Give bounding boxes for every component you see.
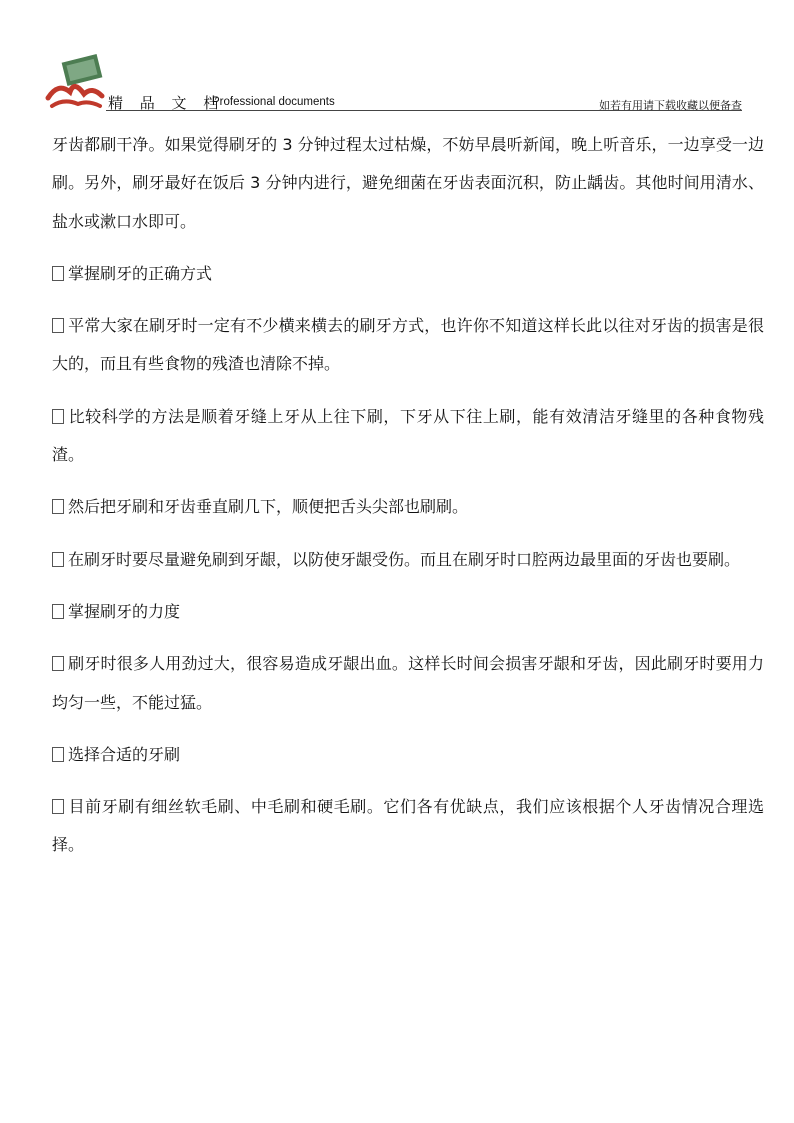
paragraph: 目前牙刷有细丝软毛刷、中毛刷和硬毛刷。它们各有优缺点，我们应该根据个人牙齿情况合理选择。 — [52, 797, 764, 855]
section-heading: 掌握刷牙的正确方式 — [52, 255, 764, 293]
bullet-box-icon — [52, 656, 64, 671]
paragraph: 然后把牙刷和牙齿垂直刷几下，顺便把舌头尖部也刷刷。 — [52, 488, 764, 526]
bullet-box-icon — [52, 499, 64, 514]
bullet-box-icon — [52, 604, 64, 619]
bullet-box-icon — [52, 266, 64, 281]
page-header — [0, 0, 794, 112]
section-heading: 掌握刷牙的力度 — [52, 593, 764, 631]
document-body — [52, 126, 764, 879]
header-subtitle: Professional documents — [212, 96, 335, 108]
bullet-box-icon — [52, 318, 64, 333]
header-note: 如若有用请下载收藏以便备查 — [599, 99, 742, 112]
bullet-box-icon — [52, 799, 64, 814]
bullet-box-icon — [52, 747, 64, 762]
paragraph: 比较科学的方法是顺着牙缝上牙从上往下刷，下牙从下往上刷，能有效清洁牙缝里的各种食物残渣。 — [52, 406, 764, 465]
header-divider — [106, 110, 742, 111]
paragraph: 平常大家在刷牙时一定有不少横来横去的刷牙方式，也许你不知道这样长此以往对牙齿的损害是很大的，而且有些食物的残渣也清除不掉。 — [52, 316, 764, 374]
bullet-box-icon — [52, 552, 64, 567]
book-logo-icon — [44, 52, 106, 110]
paragraph: 刷牙时很多人用劲过大，很容易造成牙龈出血。这样长时间会损害牙龈和牙齿，因此刷牙时要用力均匀一些，不能过猛。 — [52, 654, 764, 712]
paragraph: 在刷牙时要尽量避免刷到牙龈，以防使牙龈受伤。而且在刷牙时口腔两边最里面的牙齿也要刷。 — [52, 541, 764, 579]
header-title: 精 品 文 档 — [108, 94, 225, 112]
bullet-box-icon — [52, 409, 64, 424]
paragraph: 牙齿都刷干净。如果觉得刷牙的 3 分钟过程太过枯燥，不妨早晨听新闻，晚上听音乐，一边享受一边刷。另外，刷牙最好在饭后 3 分钟内进行，避免细菌在牙齿表面沉积，防止龋齿。其他时间用清水、盐水或漱口水即可。 — [52, 135, 764, 231]
section-heading: 选择合适的牙刷 — [52, 736, 764, 774]
